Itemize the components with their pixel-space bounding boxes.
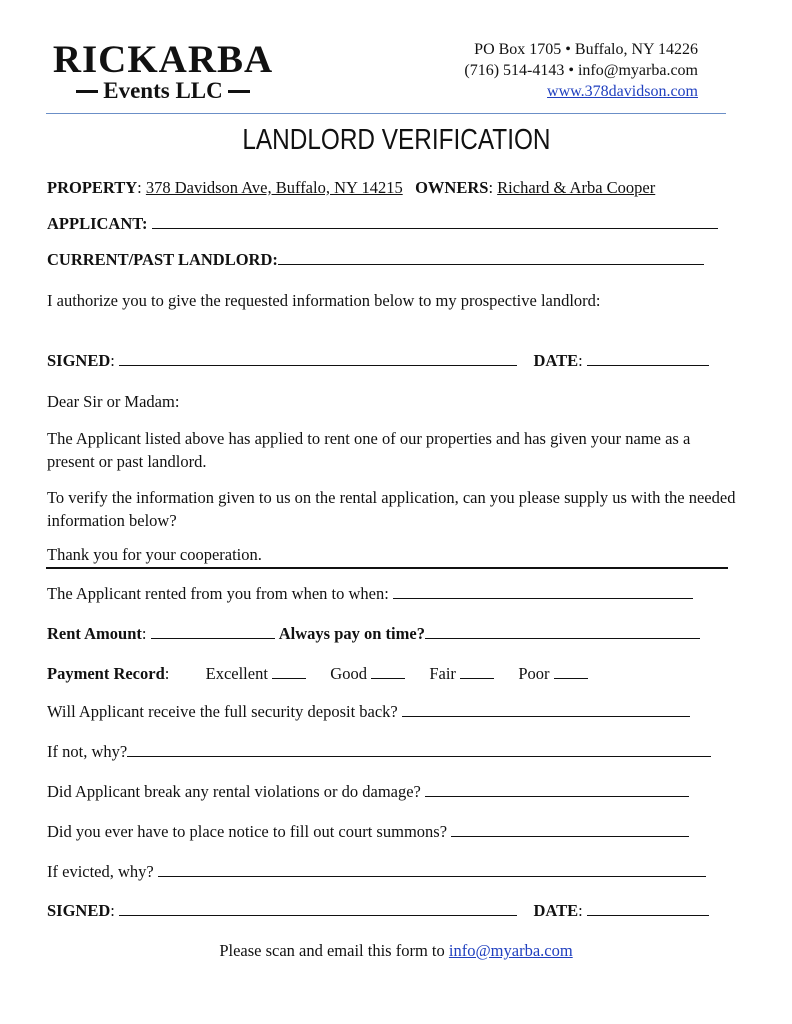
if-evicted-label: If evicted, why? — [47, 862, 154, 881]
footer-email-link[interactable]: info@myarba.com — [448, 941, 573, 960]
date-label: DATE — [533, 351, 579, 370]
logo-sub-row — [52, 78, 274, 104]
rent-amount-field[interactable] — [151, 624, 275, 639]
contact-block — [464, 39, 698, 102]
always-pay-field[interactable] — [425, 624, 700, 639]
contact-address: PO Box 1705 • Buffalo, NY 14226 — [474, 41, 698, 58]
header-divider — [46, 113, 726, 114]
payment-option-excellent: Excellent — [205, 664, 268, 683]
if-evicted-field[interactable] — [158, 862, 706, 877]
security-deposit-label: Will Applicant receive the full security deposit back? — [47, 702, 398, 721]
if-not-why-field[interactable] — [127, 742, 711, 757]
signed-label: SIGNED — [47, 351, 111, 370]
violations-label: Did Applicant break any rental violations or do damage? — [47, 782, 421, 801]
payment-good-field[interactable] — [371, 664, 405, 679]
applicant-signature-field[interactable] — [119, 351, 517, 366]
payment-record-label: Payment Record — [47, 664, 165, 683]
payment-option-fair: Fair — [429, 664, 456, 683]
property-label: PROPERTY — [47, 178, 138, 197]
paragraph-verify: To verify the information given to us on the rental application, can you please supply us with the needed information below? — [47, 488, 736, 530]
always-pay-label: Always pay on time? — [278, 624, 425, 643]
greeting: Dear Sir or Madam: — [47, 392, 180, 411]
payment-fair-field[interactable] — [460, 664, 494, 679]
court-summons-label: Did you ever have to place notice to fill out court summons? — [47, 822, 448, 841]
applicant-signature-line: SIGNED: DATE: — [47, 351, 709, 371]
rented-when-field[interactable] — [393, 584, 693, 599]
rent-amount-label: Rent Amount — [47, 624, 142, 643]
contact-phone-email: (716) 514-4143 • info@myarba.com — [464, 62, 698, 79]
paragraph-intro: The Applicant listed above has applied to rent one of our properties and has given your name as a present or past landlord. — [47, 429, 691, 471]
court-summons-field[interactable] — [451, 822, 689, 837]
section-divider — [46, 567, 728, 569]
applicant-field[interactable] — [152, 214, 718, 229]
payment-record-line: Payment Record: Excellent Good Fair Poor — [47, 664, 588, 684]
applicant-date-field[interactable] — [587, 351, 709, 366]
landlord-line — [47, 250, 704, 270]
violations-line — [47, 782, 689, 802]
violations-field[interactable] — [425, 782, 689, 797]
owners-value: Richard & Arba Cooper — [497, 178, 656, 197]
court-summons-line — [47, 822, 689, 842]
if-not-why-label: If not, why? — [47, 742, 128, 761]
landlord-date-label: DATE — [533, 901, 579, 920]
website-link[interactable]: www.378davidson.com — [547, 83, 698, 100]
authorize-text: I authorize you to give the requested information below to my prospective landlord: — [47, 291, 601, 310]
owners-label: OWNERS — [415, 178, 489, 197]
rent-amount-line: Rent Amount: Always pay on time? — [47, 624, 700, 644]
payment-option-poor: Poor — [518, 664, 550, 683]
property-value: 378 Davidson Ave, Buffalo, NY 14215 — [145, 178, 403, 197]
logo-main-text: RICKARBA — [52, 38, 274, 81]
footer-text: Please scan and email this form to — [219, 941, 445, 960]
logo-dash-right — [228, 90, 250, 93]
rented-when-line — [47, 584, 693, 604]
if-not-why-line — [47, 742, 711, 762]
landlord-label: CURRENT/PAST LANDLORD: — [47, 250, 278, 269]
property-line: PROPERTY: 378 Davidson Ave, Buffalo, NY 14215 OWNERS: Richard & Arba Cooper — [47, 178, 656, 197]
landlord-signed-label: SIGNED — [47, 901, 111, 920]
landlord-date-field[interactable] — [587, 901, 709, 916]
applicant-label: APPLICANT: — [47, 214, 148, 233]
payment-option-good: Good — [330, 664, 367, 683]
payment-excellent-field[interactable] — [272, 664, 306, 679]
landlord-field[interactable] — [278, 250, 704, 265]
payment-poor-field[interactable] — [554, 664, 588, 679]
logo-sub-text: Events LLC — [103, 78, 223, 103]
security-deposit-field[interactable] — [402, 702, 690, 717]
thanks-text: Thank you for your cooperation. — [47, 545, 262, 564]
footer-instructions — [0, 941, 792, 961]
applicant-line — [47, 214, 718, 234]
logo-dash-left — [76, 90, 98, 93]
if-evicted-line — [47, 862, 706, 882]
rented-when-label: The Applicant rented from you from when to when: — [47, 584, 389, 603]
page-title: LANDLORD VERIFICATION — [241, 124, 551, 156]
security-deposit-line — [47, 702, 690, 722]
landlord-signature-field[interactable] — [119, 901, 517, 916]
company-logo — [52, 40, 274, 104]
landlord-signature-line: SIGNED: DATE: — [47, 901, 709, 921]
